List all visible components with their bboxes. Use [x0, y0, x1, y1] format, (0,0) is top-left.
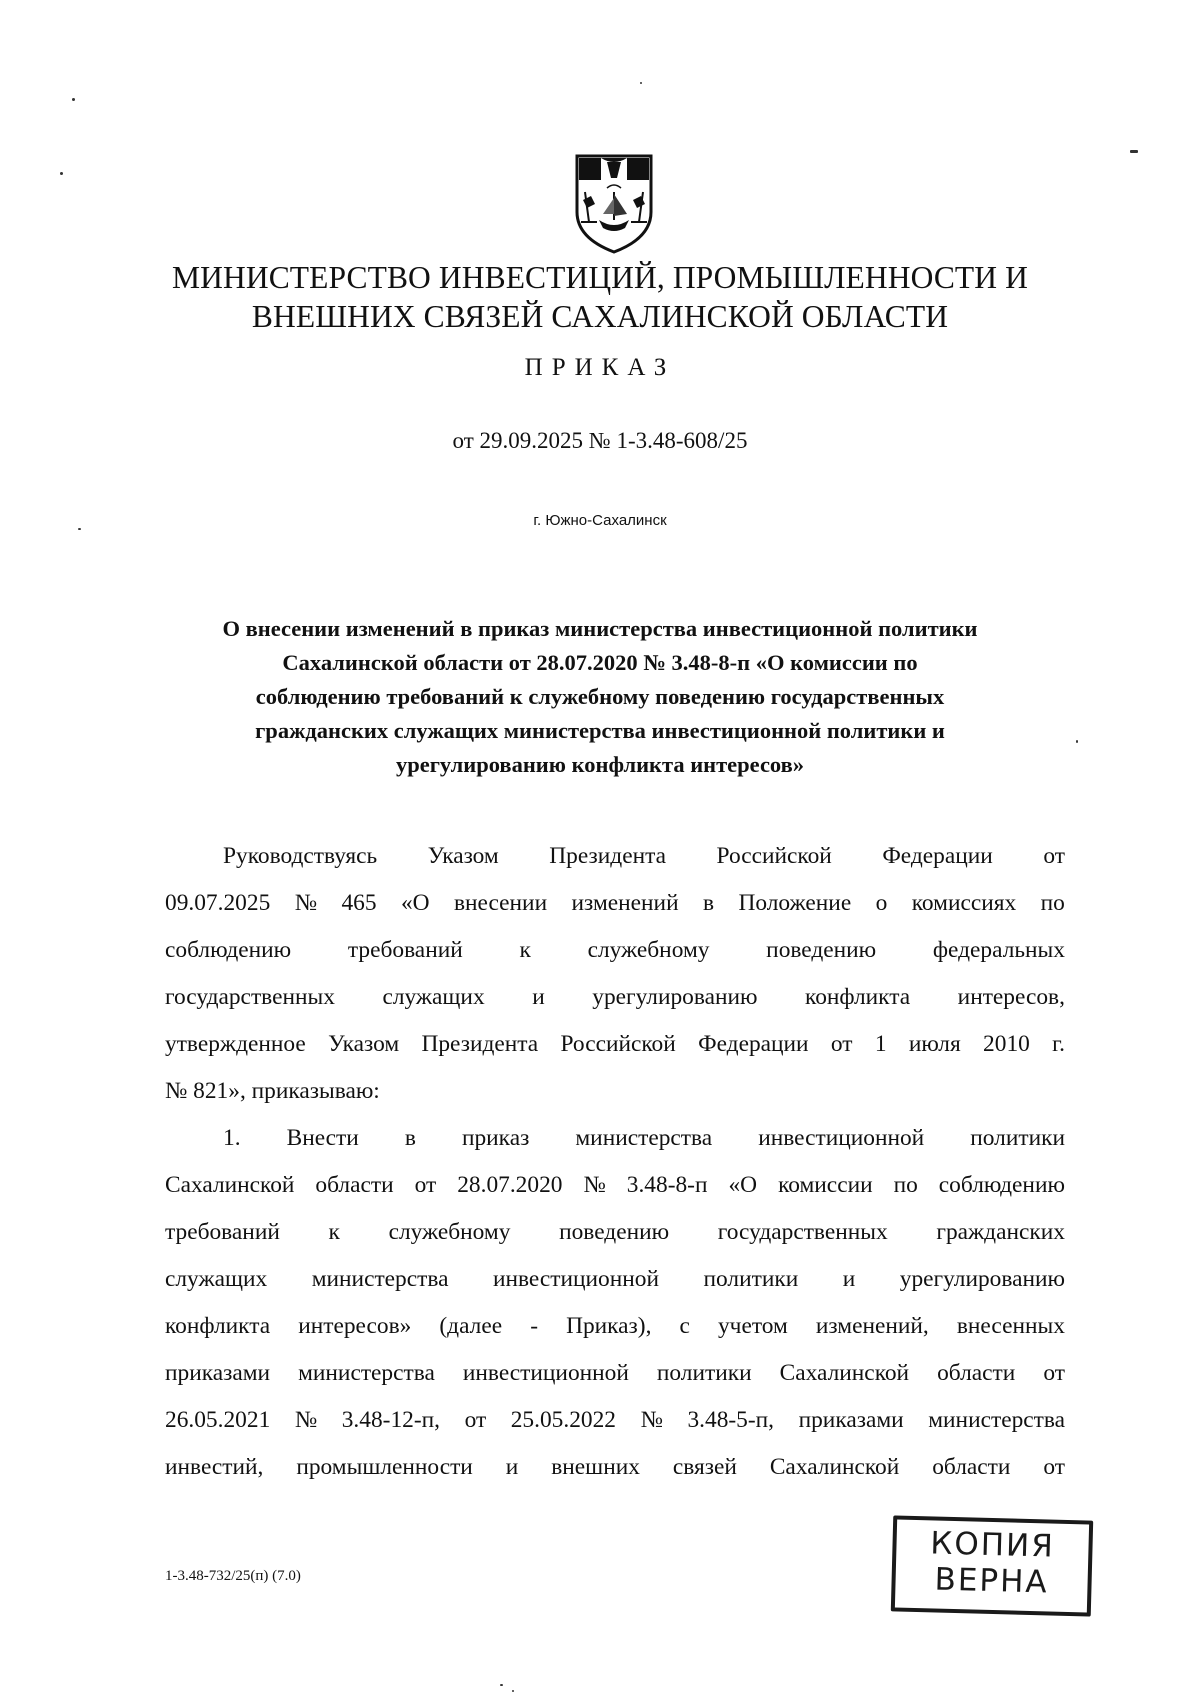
ministry-name: [100, 258, 1100, 336]
scan-speck: [78, 528, 81, 530]
scan-speck: [512, 1690, 514, 1692]
scan-speck: [1130, 150, 1138, 153]
scan-speck: [640, 82, 642, 84]
subject-line: соблюдению требований к служебному поведению государственных: [255, 684, 945, 709]
scan-speck: [72, 98, 75, 101]
subject-line: урегулированию конфликта интересов»: [395, 752, 805, 777]
body-line: № 821», приказываю:: [165, 1078, 380, 1104]
copy-certified-stamp: [891, 1515, 1093, 1616]
scan-speck: [500, 1684, 503, 1686]
body-line: соблюдению требований к служебному поведению федеральных: [165, 937, 1065, 963]
body-line: 09.07.2025 № 465 «О внесении изменений в Положение о комиссиях по: [165, 890, 1065, 916]
ministry-name-line2: ВНЕШНИХ СВЯЗЕЙ САХАЛИНСКОЙ ОБЛАСТИ: [251, 299, 949, 334]
stamp-line2: ВЕРНА: [934, 1561, 1050, 1601]
body-line: Руководствуясь Указом Президента Российской Федерации от: [223, 843, 1065, 869]
footer-document-code: 1-3.48-732/25(п) (7.0): [165, 1568, 301, 1584]
body-line: конфликта интересов» (далее - Приказ), с учетом изменений, внесенных: [165, 1313, 1065, 1339]
document-number: от 29.09.2025 № 1-3.48-608/25: [452, 428, 748, 453]
body-line: Сахалинской области от 28.07.2020 № 3.48-8-п «О комиссии по соблюдению: [165, 1172, 1065, 1198]
body-line: государственных служащих и урегулированию конфликта интересов,: [165, 984, 1065, 1010]
document-type: ПРИКАЗ: [524, 354, 676, 381]
ministry-name-line1: МИНИСТЕРСТВО ИНВЕСТИЦИЙ, ПРОМЫШЛЕННОСТИ И: [172, 260, 1028, 295]
body-line: 26.05.2021 № 3.48-12-п, от 25.05.2022 № 3.48-5-п, приказами министерства: [165, 1407, 1065, 1433]
body-line: приказами министерства инвестиционной политики Сахалинской области от: [165, 1360, 1065, 1386]
body-line: требований к служебному поведению государственных гражданских: [165, 1219, 1065, 1245]
body-line: 1. Внести в приказ министерства инвестиционной политики: [223, 1125, 1065, 1151]
scan-speck: [60, 172, 63, 175]
city: г. Южно-Сахалинск: [533, 512, 667, 529]
subject-line: гражданских служащих министерства инвестиционной политики и: [255, 718, 945, 743]
body-line: инвестий, промышленности и внешних связей Сахалинской области от: [165, 1454, 1065, 1480]
subject-line: О внесении изменений в приказ министерства инвестиционной политики: [222, 616, 978, 641]
body-line: утвержденное Указом Президента Российской Федерации от 1 июля 2010 г.: [165, 1031, 1065, 1057]
stamp-line1: КОПИЯ: [929, 1525, 1056, 1565]
subject-line: Сахалинской области от 28.07.2020 № 3.48-8-п «О комиссии по: [282, 650, 918, 675]
coat-of-arms-icon: [571, 152, 657, 254]
scan-speck: [1076, 740, 1078, 743]
body-line: служащих министерства инвестиционной политики и урегулированию: [165, 1266, 1065, 1292]
document-body: [165, 833, 1065, 1491]
document-subject: [150, 612, 1050, 782]
